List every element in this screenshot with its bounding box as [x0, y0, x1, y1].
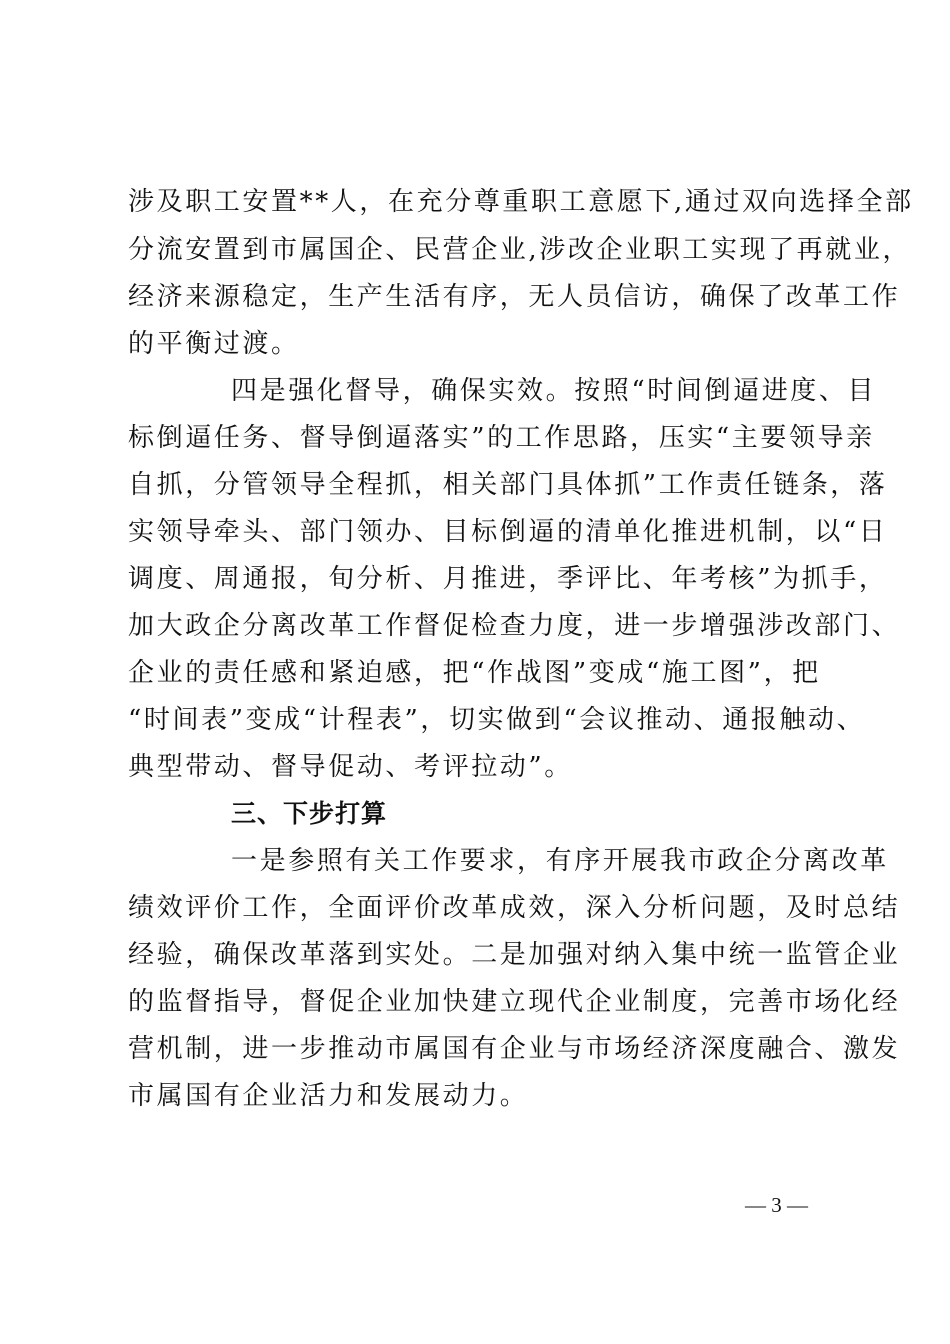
paragraph-3-line-5: 营机制，进一步推动市属国有企业与市场经济深度融合、激发 — [128, 1034, 901, 1064]
paragraph-1-line-2: 分流安置到市属国企、民营企业,涉改企业职工实现了再就业， — [128, 235, 912, 265]
paragraph-2-line-2: 标倒逼任务、督导倒逼落实”的工作思路，压实“主要领导亲 — [128, 423, 875, 453]
paragraph-2-line-1: 四是强化督导，确保实效。按照“时间倒逼进度、目 — [231, 376, 877, 406]
paragraph-1-line-4: 的平衡过渡。 — [128, 329, 300, 359]
section-heading: 三、下步打算 — [231, 799, 388, 828]
paragraph-2-line-9: 典型带动、督导促动、考评拉动”。 — [128, 752, 573, 782]
paragraph-1-line-3: 经济来源稳定，生产生活有序，无人员信访，确保了改革工作 — [128, 282, 901, 312]
page-number: — 3 — — [745, 1193, 808, 1217]
paragraph-3-line-1: 一是参照有关工作要求，有序开展我市政企分离改革 — [231, 846, 889, 876]
paragraph-2-line-4: 实领导牵头、部门领办、目标倒逼的清单化推进机制，以“日 — [128, 517, 888, 547]
paragraph-2-line-8: “时间表”变成“计程表”，切实做到“会议推动、通报触动、 — [128, 705, 866, 735]
paragraph-1-line-1: 涉及职工安置**人，在充分尊重职工意愿下,通过双向选择全部 — [128, 187, 914, 217]
paragraph-2-line-7: 企业的责任感和紧迫感，把“作战图”变成“施工图”，把 — [128, 658, 821, 688]
paragraph-3-line-2: 绩效评价工作，全面评价改革成效，深入分析问题，及时总结 — [128, 893, 901, 923]
paragraph-3-line-3: 经验，确保改革落到实处。二是加强对纳入集中统一监管企业 — [128, 940, 901, 970]
paragraph-2-line-5: 调度、周通报，旬分析、月推进，季评比、年考核”为抓手， — [128, 564, 888, 594]
paragraph-3-line-4: 的监督指导，督促企业加快建立现代企业制度，完善市场化经 — [128, 987, 901, 1017]
paragraph-2-line-6: 加大政企分离改革工作督促检查力度，进一步增强涉改部门、 — [128, 611, 901, 641]
paragraph-3-line-6: 市属国有企业活力和发展动力。 — [128, 1081, 529, 1111]
paragraph-2-line-3: 自抓，分管领导全程抓，相关部门具体抓”工作责任链条，落 — [128, 470, 888, 500]
